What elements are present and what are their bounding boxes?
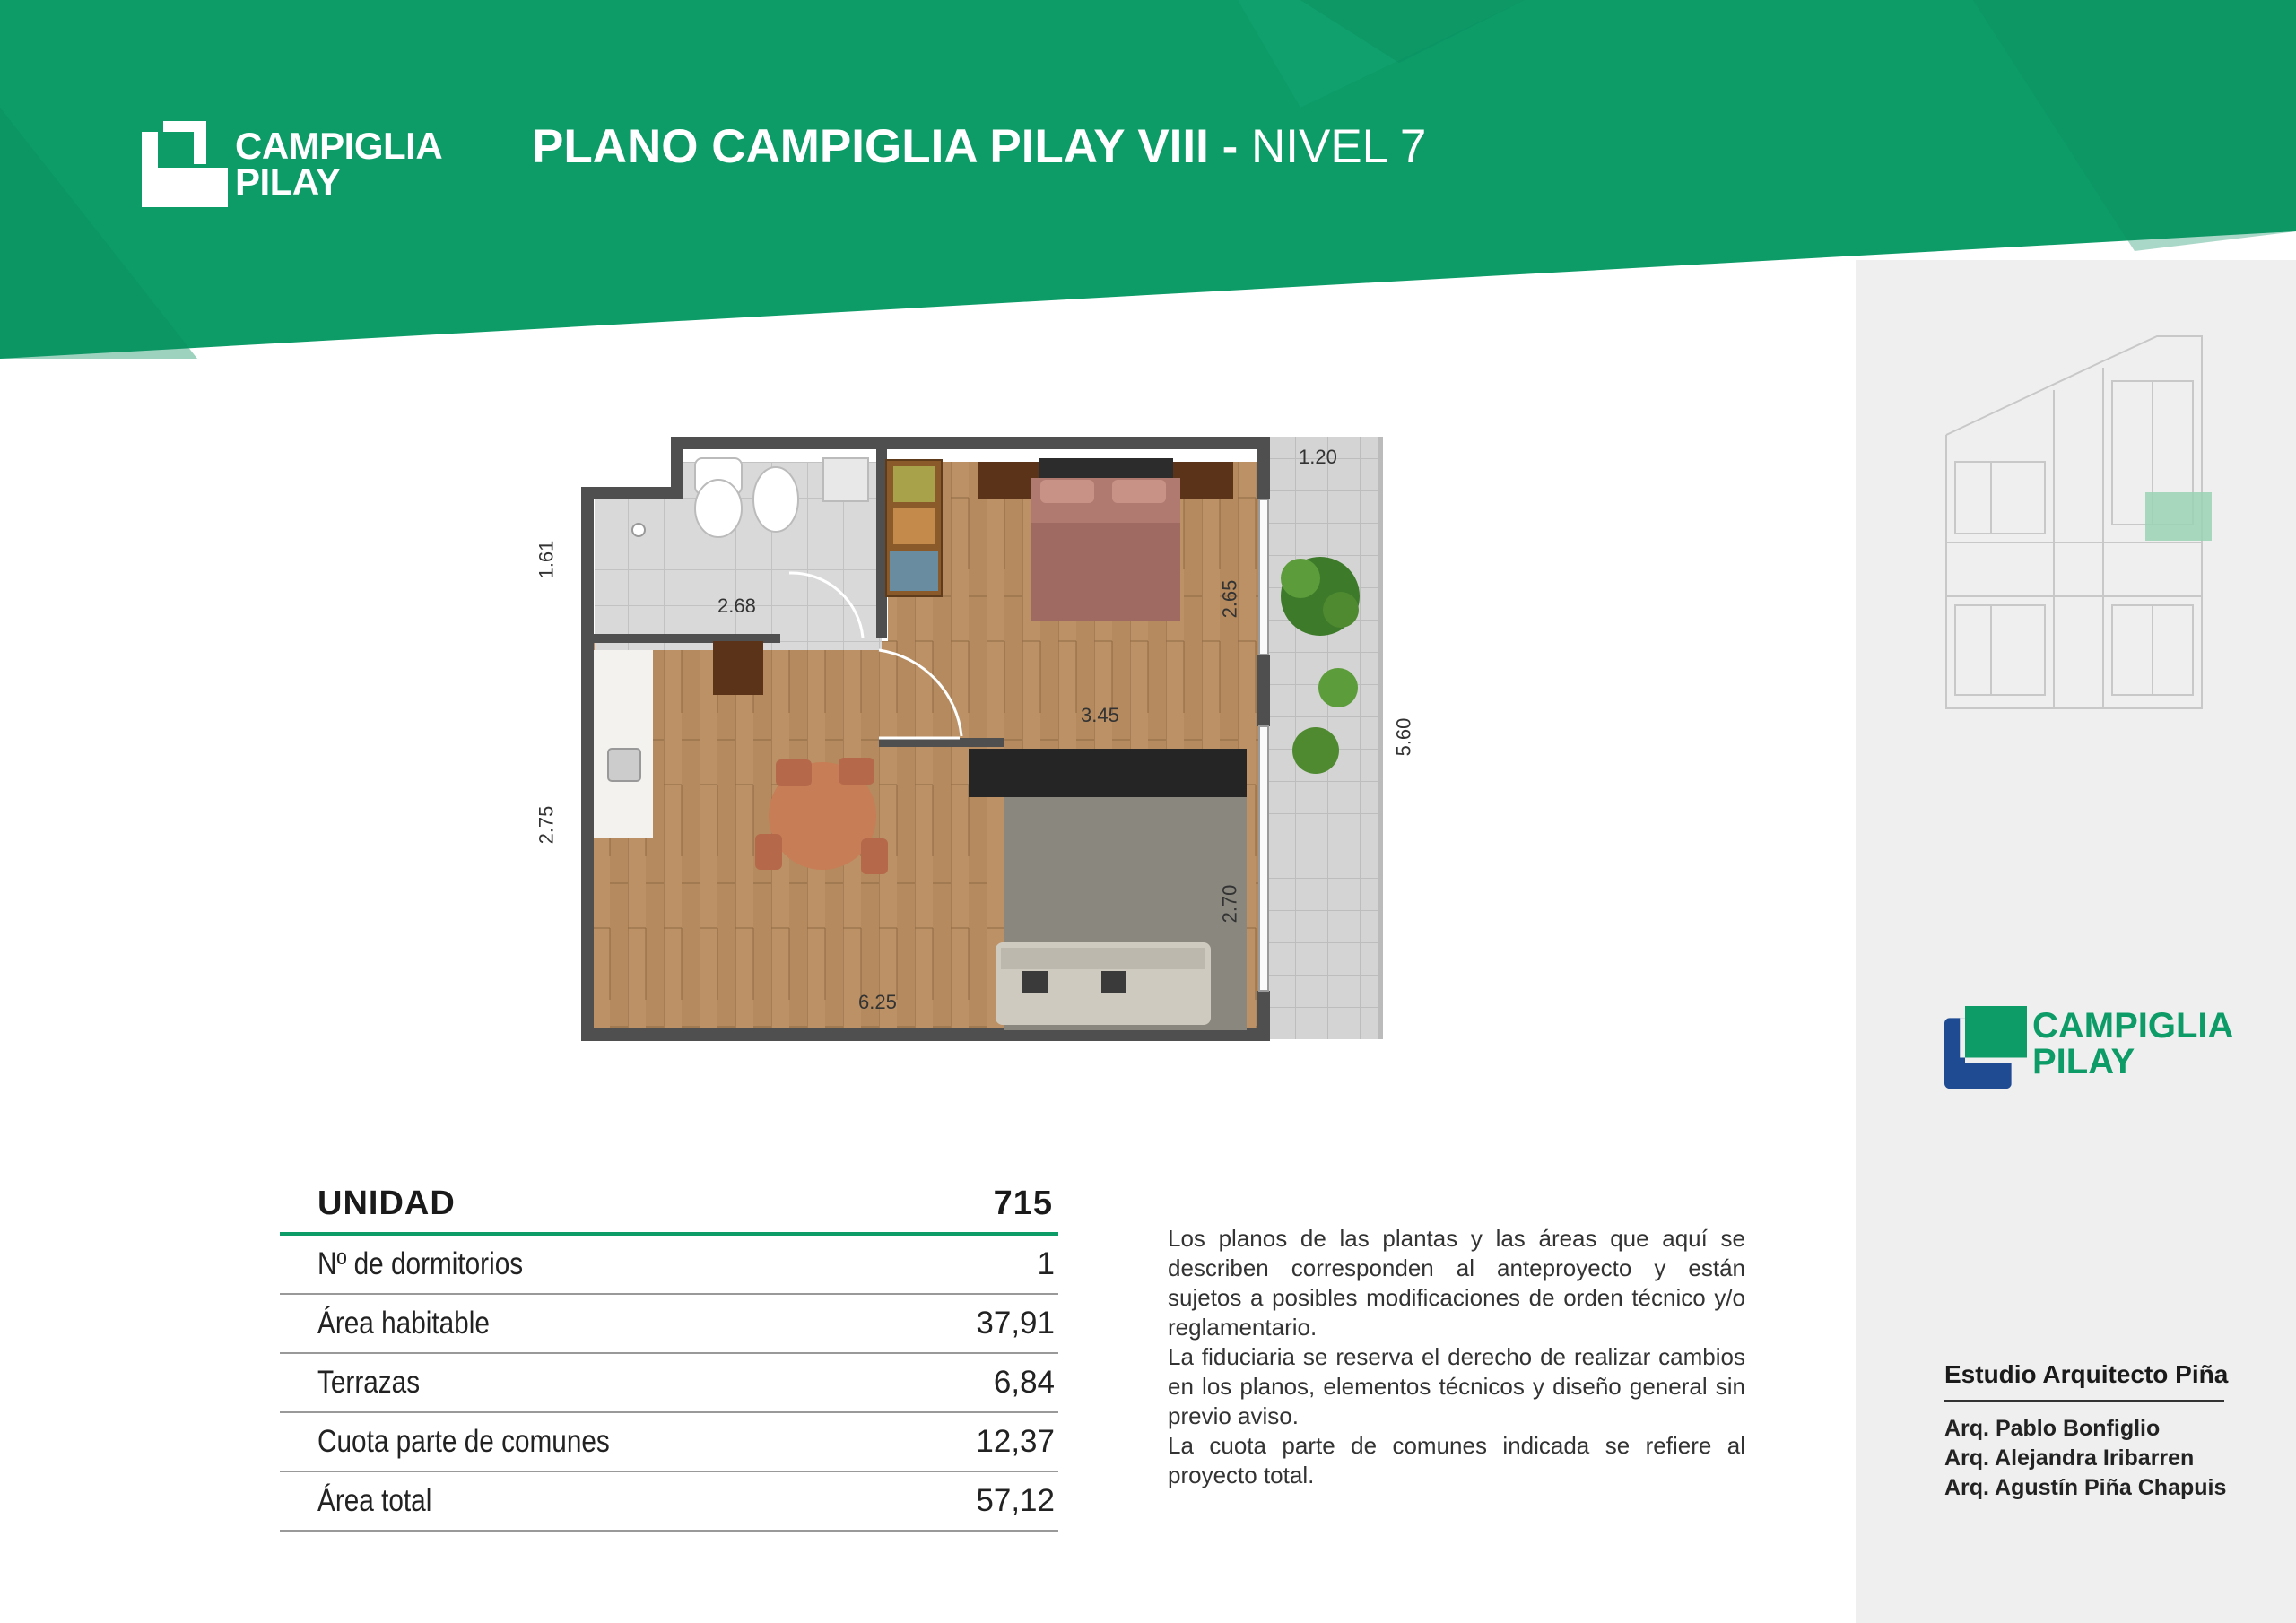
unit-table-header: [280, 1175, 1058, 1236]
dim-bedroom-width: 3.45: [1081, 704, 1119, 726]
row-label: Terrazas: [317, 1365, 421, 1400]
title-separator: -: [1208, 120, 1251, 173]
title-level: NIVEL 7: [1250, 120, 1427, 173]
dim-terrace-width: 1.20: [1299, 446, 1337, 468]
header-logo[interactable]: [142, 121, 443, 212]
row-value: 12,37: [976, 1424, 1055, 1459]
row-value: 57,12: [976, 1483, 1055, 1518]
unit-highlight: [2145, 492, 2212, 541]
logo-text: CAMPIGLIA PILAY: [235, 125, 443, 203]
table-row: [280, 1472, 1058, 1532]
table-row: [280, 1413, 1058, 1472]
architect-list: [1944, 1414, 2227, 1503]
dim-bedroom-height: 2.65: [1218, 579, 1241, 619]
title-main: PLANO CAMPIGLIA PILAY VIII: [532, 120, 1209, 173]
disclaimer-paragraph: La cuota parte de comunes indicada se refiere al proyecto total.: [1168, 1432, 1745, 1488]
disclaimer-paragraph: Los planos de las plantas y las áreas que aquí se describen corresponden al anteproyecto y están sujetos a posibles modificaciones de orden técnico y/o reglamentario.: [1168, 1225, 1745, 1341]
row-value: 6,84: [993, 1365, 1055, 1400]
unit-label: UNIDAD: [317, 1184, 456, 1222]
architect-name: Arq. Agustín Piña Chapuis: [1944, 1475, 2227, 1500]
logo-mark-icon: [1944, 1006, 2027, 1089]
logo-mark-icon: [142, 121, 228, 207]
building-key-plan: [1937, 327, 2224, 713]
dim-total-width: 6.25: [858, 991, 897, 1013]
row-value: 1: [1037, 1246, 1055, 1281]
row-value: 37,91: [976, 1306, 1055, 1341]
studio-title: Estudio Arquitecto Piña: [1944, 1360, 2224, 1402]
dim-terrace-length: 5.60: [1392, 717, 1415, 757]
logo-text: CAMPIGLIA PILAY: [2032, 1006, 2234, 1081]
row-label: Nº de dormitorios: [317, 1246, 524, 1281]
architect-name: Arq. Alejandra Iribarren: [1944, 1445, 2195, 1471]
table-row: [280, 1236, 1058, 1295]
architect-name: Arq. Pablo Bonfiglio: [1944, 1416, 2161, 1441]
floor-plan: [520, 426, 1435, 1054]
dim-bath-height: 1.61: [535, 540, 558, 579]
dim-bath-width: 2.68: [718, 595, 756, 617]
unit-table: [280, 1175, 1058, 1532]
table-row: [280, 1295, 1058, 1354]
row-label: Área total: [317, 1483, 432, 1518]
dim-living-height: 2.70: [1218, 884, 1241, 924]
disclaimer-text: [1168, 1224, 1745, 1490]
disclaimer-paragraph: La fiduciaria se reserva el derecho de realizar cambios en los planos, elementos técnicos y diseño general sin previo aviso.: [1168, 1343, 1745, 1429]
unit-number: 715: [993, 1184, 1053, 1222]
page-title: [532, 120, 1426, 174]
table-row: [280, 1354, 1058, 1413]
floor-plan-drawing: [520, 426, 1435, 1054]
sidebar-logo: [1944, 1006, 2234, 1093]
studio-credits: [1944, 1360, 2229, 1503]
row-label: Cuota parte de comunes: [317, 1424, 610, 1459]
dim-kitchen-height: 2.75: [535, 805, 558, 845]
row-label: Área habitable: [317, 1306, 490, 1341]
